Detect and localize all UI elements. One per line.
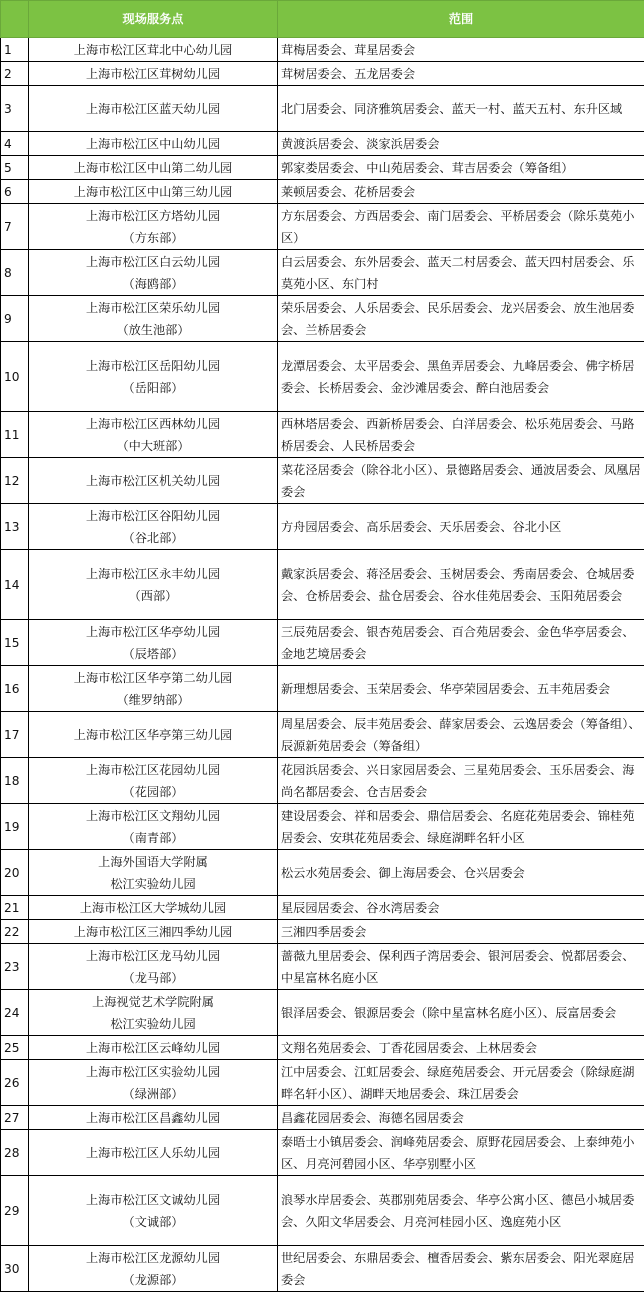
- site-name: 上海市松江区西林幼儿园: [85, 416, 221, 431]
- site-name: 上海市松江区三湘四季幼儿园: [73, 924, 233, 939]
- header-range: 范围: [278, 1, 644, 38]
- service-site-cell: [29, 620, 278, 666]
- row-number: 16: [1, 666, 29, 712]
- service-site-cell: [29, 920, 278, 944]
- site-name: 上海市松江区华亭第二幼儿园: [73, 670, 233, 685]
- table-row: [1, 804, 644, 850]
- row-number: 17: [1, 712, 29, 758]
- site-branch: （龙马部）: [122, 970, 184, 985]
- row-number: 29: [1, 1176, 29, 1246]
- service-range-cell: 三湘四季居委会: [278, 920, 644, 944]
- row-number: 2: [1, 62, 29, 86]
- row-number: 6: [1, 180, 29, 204]
- table-row: [1, 712, 644, 758]
- service-range-cell: 戴家浜居委会、蒋泾居委会、玉树居委会、秀南居委会、仓城居委会、仓桥居委会、盐仓居委会、谷水佳苑居委会、玉阳苑居委会: [278, 550, 644, 620]
- site-name: 上海市松江区谷阳幼儿园: [85, 508, 221, 523]
- table-row: [1, 132, 644, 156]
- service-site-cell: [29, 666, 278, 712]
- service-site-cell: [29, 204, 278, 250]
- row-number: 5: [1, 156, 29, 180]
- site-name: 上海市松江区中山第二幼儿园: [73, 160, 233, 175]
- site-branch: （放生池部）: [116, 322, 190, 337]
- service-site-cell: [29, 804, 278, 850]
- service-range-cell: 昌鑫花园居委会、海德名园居委会: [278, 1106, 644, 1130]
- table-row: [1, 86, 644, 132]
- service-range-cell: 泰晤士小镇居委会、润峰苑居委会、原野花园居委会、上泰绅苑小区、月亮河碧园小区、华亭别墅小区: [278, 1130, 644, 1176]
- service-site-cell: [29, 412, 278, 458]
- table-row: [1, 758, 644, 804]
- service-range-cell: 方舟园居委会、高乐居委会、天乐居委会、谷北小区: [278, 504, 644, 550]
- table-row: [1, 342, 644, 412]
- header-index: [1, 1, 29, 38]
- table-row: [1, 62, 644, 86]
- row-number: 11: [1, 412, 29, 458]
- service-site-cell: [29, 1106, 278, 1130]
- site-name: 上海市松江区机关幼儿园: [85, 473, 221, 488]
- service-range-cell: 茸树居委会、五龙居委会: [278, 62, 644, 86]
- site-name: 上海市松江区方塔幼儿园: [85, 208, 221, 223]
- service-range-cell: 郭家娄居委会、中山苑居委会、茸吉居委会（筹备组）: [278, 156, 644, 180]
- service-site-cell: [29, 342, 278, 412]
- service-site-cell: [29, 1060, 278, 1106]
- row-number: 25: [1, 1036, 29, 1060]
- row-number: 8: [1, 250, 29, 296]
- service-site-cell: [29, 896, 278, 920]
- service-range-cell: 荣乐居委会、人乐居委会、民乐居委会、龙兴居委会、放生池居委会、兰桥居委会: [278, 296, 644, 342]
- site-branch: （文诚部）: [122, 1214, 184, 1229]
- table-row: [1, 850, 644, 896]
- service-site-cell: [29, 132, 278, 156]
- row-number: 18: [1, 758, 29, 804]
- table-row: [1, 1130, 644, 1176]
- service-site-cell: [29, 296, 278, 342]
- row-number: 9: [1, 296, 29, 342]
- table-row: [1, 156, 644, 180]
- site-name: 上海市松江区岳阳幼儿园: [85, 358, 221, 373]
- service-range-cell: 花园浜居委会、兴日家园居委会、三星苑居委会、玉乐居委会、海尚名都居委会、仓吉居委会: [278, 758, 644, 804]
- table-row: [1, 204, 644, 250]
- row-number: 15: [1, 620, 29, 666]
- table-row: [1, 38, 644, 62]
- site-branch: 松江实验幼儿园: [110, 876, 196, 891]
- site-name: 上海市松江区大学城幼儿园: [79, 900, 227, 915]
- service-range-cell: 星辰园居委会、谷水湾居委会: [278, 896, 644, 920]
- site-name: 上海外国语大学附属: [98, 854, 208, 869]
- table-row: [1, 458, 644, 504]
- row-number: 14: [1, 550, 29, 620]
- site-branch: （中大班部）: [116, 438, 190, 453]
- service-range-cell: 松云水苑居委会、御上海居委会、仓兴居委会: [278, 850, 644, 896]
- service-site-cell: [29, 712, 278, 758]
- table-body: [1, 38, 644, 1292]
- service-range-cell: 龙潭居委会、太平居委会、黑鱼弄居委会、九峰居委会、佛字桥居委会、长桥居委会、金沙滩居委会、醉白池居委会: [278, 342, 644, 412]
- service-site-cell: [29, 1130, 278, 1176]
- row-number: 20: [1, 850, 29, 896]
- service-range-cell: 西林塔居委会、西新桥居委会、白洋居委会、松乐苑居委会、马路桥居委会、人民桥居委会: [278, 412, 644, 458]
- site-name: 上海市松江区昌鑫幼儿园: [85, 1110, 221, 1125]
- row-number: 23: [1, 944, 29, 990]
- service-range-cell: 江中居委会、江虹居委会、绿庭苑居委会、开元居委会（除绿庭湖畔名轩小区）、湖畔天地居委会、珠江居委会: [278, 1060, 644, 1106]
- service-site-cell: [29, 504, 278, 550]
- row-number: 27: [1, 1106, 29, 1130]
- site-name: 上海市松江区荣乐幼儿园: [85, 300, 221, 315]
- service-site-cell: [29, 758, 278, 804]
- table-row: [1, 550, 644, 620]
- service-range-cell: 茸梅居委会、茸星居委会: [278, 38, 644, 62]
- row-number: 19: [1, 804, 29, 850]
- row-number: 4: [1, 132, 29, 156]
- row-number: 21: [1, 896, 29, 920]
- site-name: 上海市松江区中山第三幼儿园: [73, 184, 233, 199]
- service-site-cell: [29, 850, 278, 896]
- table-row: [1, 896, 644, 920]
- row-number: 13: [1, 504, 29, 550]
- service-site-cell: [29, 550, 278, 620]
- service-range-cell: 蔷薇九里居委会、保利西子湾居委会、银河居委会、悦都居委会、中星富林名庭小区: [278, 944, 644, 990]
- service-site-cell: [29, 1036, 278, 1060]
- table-row: [1, 1106, 644, 1130]
- site-name: 上海市松江区人乐幼儿园: [85, 1145, 221, 1160]
- service-range-cell: 白云居委会、东外居委会、蓝天二村居委会、蓝天四村居委会、乐莫苑小区、东门村: [278, 250, 644, 296]
- site-name: 上海市松江区花园幼儿园: [85, 762, 221, 777]
- site-name: 上海市松江区文翔幼儿园: [85, 808, 221, 823]
- table-row: [1, 250, 644, 296]
- service-site-cell: [29, 1176, 278, 1246]
- row-number: 28: [1, 1130, 29, 1176]
- table-row: [1, 412, 644, 458]
- service-site-cell: [29, 1246, 278, 1292]
- site-name: 上海市松江区实验幼儿园: [85, 1064, 221, 1079]
- table-row: [1, 1176, 644, 1246]
- site-name: 上海市松江区华亭第三幼儿园: [73, 727, 233, 742]
- header-site: 现场服务点: [29, 1, 278, 38]
- site-branch: （方东部）: [122, 230, 184, 245]
- table-row: [1, 296, 644, 342]
- service-range-cell: 黄渡浜居委会、淡家浜居委会: [278, 132, 644, 156]
- site-branch: （龙源部）: [122, 1272, 184, 1287]
- site-name: 上海市松江区云峰幼儿园: [85, 1040, 221, 1055]
- service-range-cell: 银泽居委会、银源居委会（除中星富林名庭小区）、辰富居委会: [278, 990, 644, 1036]
- site-name: 上海市松江区永丰幼儿园: [85, 566, 221, 581]
- service-range-cell: 莱顿居委会、花桥居委会: [278, 180, 644, 204]
- site-branch: 松江实验幼儿园: [110, 1016, 196, 1031]
- site-branch: （绿洲部）: [122, 1086, 184, 1101]
- service-site-cell: [29, 180, 278, 204]
- row-number: 7: [1, 204, 29, 250]
- table-row: [1, 666, 644, 712]
- row-number: 26: [1, 1060, 29, 1106]
- row-number: 1: [1, 38, 29, 62]
- table-row: [1, 1036, 644, 1060]
- site-name: 上海市松江区华亭幼儿园: [85, 624, 221, 639]
- table-row: [1, 990, 644, 1036]
- table-header-row: [1, 1, 644, 38]
- row-number: 3: [1, 86, 29, 132]
- service-range-cell: 浪琴水岸居委会、英郡别苑居委会、华亭公寓小区、德邑小城居委会、久阳文华居委会、月亮河桂园小区、逸庭苑小区: [278, 1176, 644, 1246]
- site-name: 上海市松江区文诚幼儿园: [85, 1192, 221, 1207]
- service-site-cell: [29, 990, 278, 1036]
- service-site-cell: [29, 62, 278, 86]
- service-range-cell: 菜花泾居委会（除谷北小区）、景德路居委会、通波居委会、凤凰居委会: [278, 458, 644, 504]
- service-range-cell: 周星居委会、辰丰苑居委会、薛家居委会、云逸居委会（筹备组）、辰源新苑居委会（筹备组）: [278, 712, 644, 758]
- site-name: 上海市松江区白云幼儿园: [85, 254, 221, 269]
- site-branch: （岳阳部）: [122, 380, 184, 395]
- site-name: 上海视觉艺术学院附属: [92, 994, 214, 1009]
- service-site-cell: [29, 944, 278, 990]
- site-branch: （南青部）: [122, 830, 184, 845]
- site-name: 上海市松江区龙马幼儿园: [85, 948, 221, 963]
- service-range-cell: 三辰苑居委会、银杏苑居委会、百合苑居委会、金色华亭居委会、金地艺境居委会: [278, 620, 644, 666]
- row-number: 30: [1, 1246, 29, 1292]
- site-branch: （辰塔部）: [122, 646, 184, 661]
- row-number: 12: [1, 458, 29, 504]
- table-row: [1, 504, 644, 550]
- site-branch: （海鸥部）: [122, 276, 184, 291]
- service-site-cell: [29, 250, 278, 296]
- service-range-cell: 建设居委会、祥和居委会、鼎信居委会、名庭花苑居委会、锦桂苑居委会、安琪花苑居委会、绿庭湖畔名轩小区: [278, 804, 644, 850]
- service-site-cell: [29, 458, 278, 504]
- row-number: 22: [1, 920, 29, 944]
- table-row: [1, 944, 644, 990]
- service-range-cell: 方东居委会、方西居委会、南门居委会、平桥居委会（除乐莫苑小区）: [278, 204, 644, 250]
- service-range-cell: 世纪居委会、东鼎居委会、檀香居委会、紫东居委会、阳光翠庭居委会: [278, 1246, 644, 1292]
- service-range-cell: 北门居委会、同济雅筑居委会、蓝天一村、蓝天五村、东升区域: [278, 86, 644, 132]
- site-name: 上海市松江区龙源幼儿园: [85, 1250, 221, 1265]
- table-row: [1, 1246, 644, 1292]
- site-name: 上海市松江区蓝天幼儿园: [85, 101, 221, 116]
- site-name: 上海市松江区茸北中心幼儿园: [73, 42, 233, 57]
- site-branch: （花园部）: [122, 784, 184, 799]
- row-number: 24: [1, 990, 29, 1036]
- row-number: 10: [1, 342, 29, 412]
- table-row: [1, 620, 644, 666]
- service-site-cell: [29, 156, 278, 180]
- table-row: [1, 180, 644, 204]
- service-site-cell: [29, 38, 278, 62]
- table-row: [1, 920, 644, 944]
- service-range-cell: 新理想居委会、玉荣居委会、华亭荣园居委会、五丰苑居委会: [278, 666, 644, 712]
- site-branch: （谷北部）: [122, 530, 184, 545]
- site-branch: （维罗纳部）: [116, 692, 190, 707]
- site-name: 上海市松江区茸树幼儿园: [85, 66, 221, 81]
- site-branch: （西部）: [128, 588, 178, 603]
- service-range-cell: 文翔名苑居委会、丁香花园居委会、上林居委会: [278, 1036, 644, 1060]
- service-site-cell: [29, 86, 278, 132]
- table-row: [1, 1060, 644, 1106]
- site-name: 上海市松江区中山幼儿园: [85, 136, 221, 151]
